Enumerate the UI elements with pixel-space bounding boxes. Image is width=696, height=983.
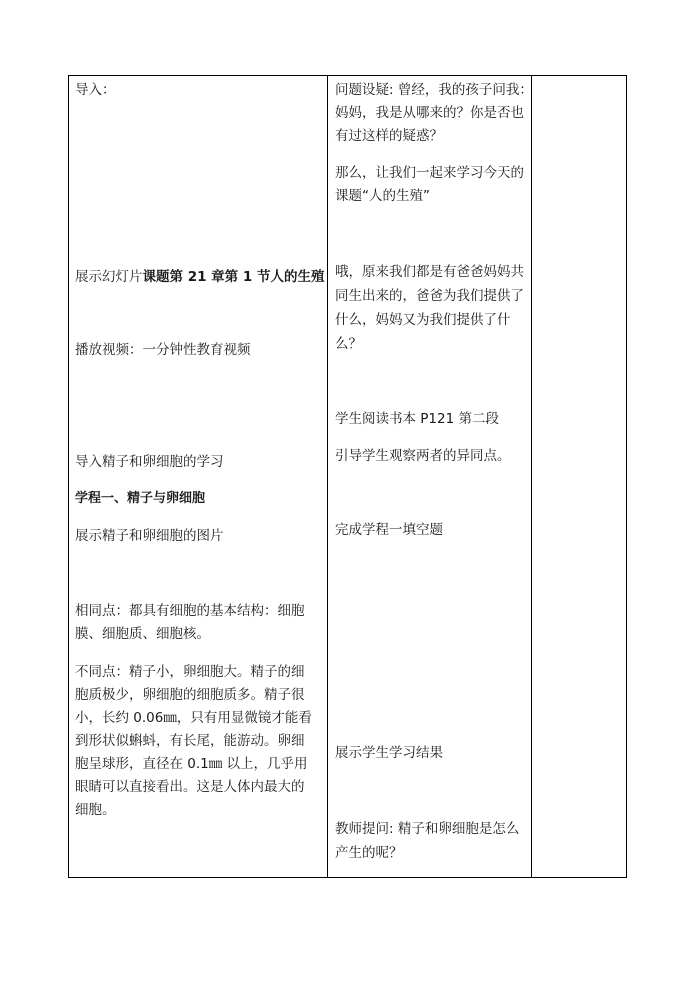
parents-line-2: 同生出来的，爸爸为我们提供了 — [335, 288, 524, 304]
same-line-2: 膜、细胞质、细胞核。 — [75, 626, 210, 642]
diff-line-6: 眼睛可以直接看出。这是人体内最大的 — [75, 779, 305, 795]
question-line-3: 有过这样的疑惑？ — [335, 128, 443, 144]
slide-line — [75, 266, 324, 288]
parents-line-4: 么？ — [335, 336, 362, 352]
diff-line-4: 到形状似蝌蚪，有长尾，能游动。卵细 — [75, 733, 305, 749]
teacher-line-1: 教师提问: 精子和卵细胞是怎么 — [335, 821, 520, 837]
slide-title: 课题第 21 章第 1 节人的生殖 — [142, 269, 325, 285]
column-divider-2 — [531, 76, 532, 877]
diff-line-5: 胞呈球形，直径在 0.1㎜ 以上，几乎用 — [75, 756, 308, 772]
section-heading: 学程一、精子与卵细胞 — [75, 491, 206, 506]
slide-prefix: 展示幻灯片 — [75, 269, 143, 285]
parents-line-1: 哦，原来我们都是有爸爸妈妈共 — [335, 264, 524, 280]
parents-line-3: 什么，妈妈又为我们提供了什 — [335, 312, 511, 328]
diff-line-7: 细胞。 — [75, 802, 116, 818]
diff-line-1: 不同点：精子小，卵细胞大。精子的细 — [75, 664, 305, 680]
lesson-line-1: 那么，让我们一起来学习今天的 — [335, 165, 524, 181]
results-line: 展示学生学习结果 — [335, 745, 443, 761]
teacher-line-2: 产生的呢？ — [335, 845, 403, 861]
cells-intro: 导入精子和卵细胞的学习 — [75, 454, 224, 470]
diff-line-3: 小，长约 0.06㎜，只有用显微镜才能看 — [75, 710, 312, 726]
question-line-2: 妈妈，我是从哪来的？你是否也 — [335, 105, 524, 121]
video-line: 播放视频：一分钟性教育视频 — [75, 342, 251, 358]
guide-line: 引导学生观察两者的异同点。 — [335, 448, 511, 464]
column-divider-1 — [327, 76, 328, 877]
lesson-line-2: 课题“人的生殖” — [335, 188, 430, 204]
complete-line: 完成学程一填空题 — [335, 522, 443, 538]
show-images: 展示精子和卵细胞的图片 — [75, 528, 224, 544]
intro-label: 导入： — [75, 82, 116, 98]
reading-line: 学生阅读书本 P121 第二段 — [335, 411, 499, 427]
question-line-1: 问题设疑: 曾经，我的孩子问我： — [335, 82, 533, 98]
diff-line-2: 胞质极少，卵细胞的细胞质多。精子很 — [75, 687, 305, 703]
same-line-1: 相同点：都具有细胞的基本结构：细胞 — [75, 603, 305, 619]
